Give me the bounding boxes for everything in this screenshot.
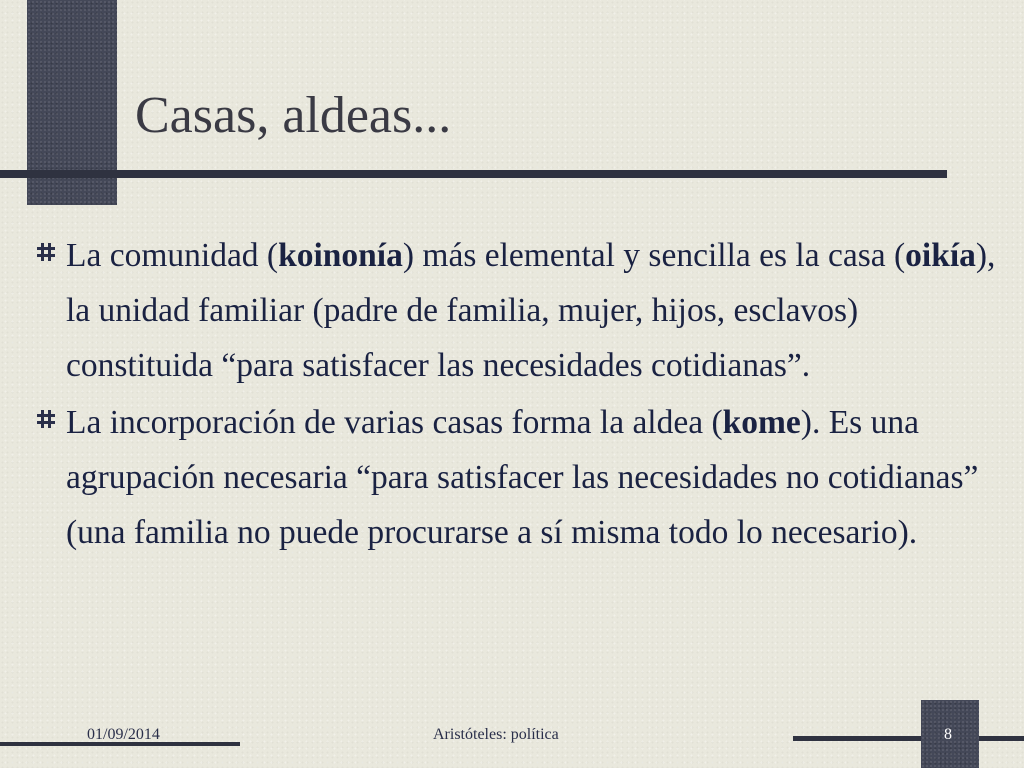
footer-divider-right [793, 736, 1024, 741]
bullet-text-segment: La comunidad ( [66, 237, 279, 274]
footer-date: 01/09/2014 [87, 726, 160, 743]
slide-content [30, 228, 1005, 562]
bold-term-oikia: oikía [905, 237, 976, 274]
page-number: 8 [944, 726, 952, 743]
bullet-item-1 [30, 228, 1005, 393]
bullet-text-segment: La incorporación de varias casas forma la aldea ( [66, 404, 723, 441]
footer-title: Aristóteles: política [433, 726, 559, 743]
slide-title: Casas, aldeas... [135, 87, 452, 144]
hash-bullet-icon [36, 242, 56, 262]
bold-term-kome: kome [722, 404, 801, 441]
bullet-text-segment: ), la unidad familiar (padre de familia, mujer, hijos, esclavos) constituida “para satisfacer las necesidades cotidianas”. [66, 237, 996, 384]
bold-term-koinonia: koinonía [278, 237, 403, 274]
bullet-text-segment: ). Es una agrupación necesaria “para satisfacer las necesidades no cotidianas” (una familia no puede procurarse a sí misma todo lo necesario). [66, 404, 979, 551]
bullet-text-segment: ) más elemental y sencilla es la casa ( [402, 237, 906, 274]
hash-bullet-icon [36, 409, 56, 429]
title-underline-bar [0, 170, 947, 178]
bullet-item-2 [30, 395, 1005, 560]
